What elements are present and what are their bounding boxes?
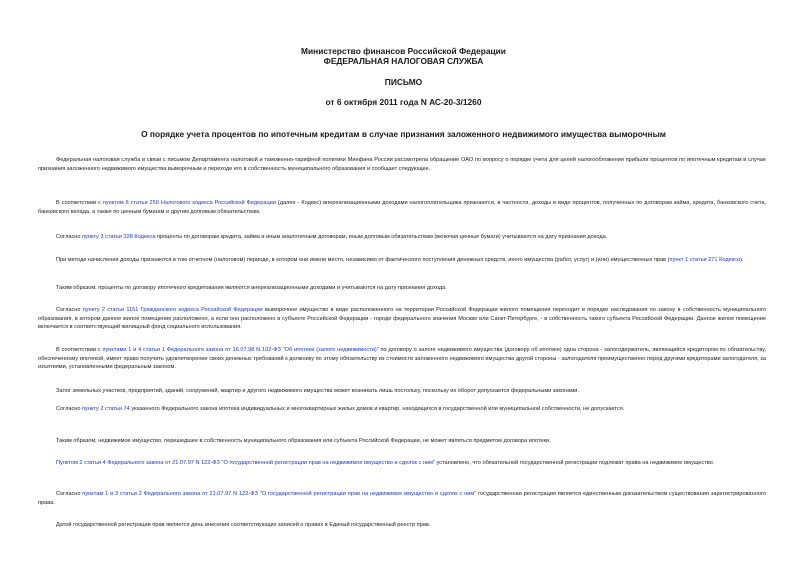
paragraph-3: Согласно пункту 3 статьи 328 Кодекса проценты по договорам кредита, займа и иным аналогичным договорам, иным долговым обязательствам (включая ценные бумаги) учитываются на дату признания дохода.	[56, 234, 608, 240]
document-type: ПИСЬМО	[384, 77, 423, 87]
document-date-number: от 6 октября 2011 года N АС-20-3/1260	[325, 97, 482, 107]
paragraph-6: Согласно пункту 2 статьи 1151 Гражданского кодекса Российской Федерации выморочное имущество в виде расположенного на территории Российской Федерации жилого помещения переходит в порядке наследования по закону в собственность муниципального образования, в котором данное жилое помещение расположено, а если оно расположено в субъекте Российской Федерации - городе федерального значения Москве или Санкт-Петербурге, - в собственность такого субъекта Российской Федерации. Данное жилое помещение включается в соответствующий жилищный фонд социального использования.	[38, 307, 766, 331]
link-registration-law-2[interactable]: пунктам 1 и 3 статьи 2 Федерального закона от 21.07.97 N 122-ФЗ "О государственной регистрации прав на недвижимое имущество и сделок с ним"	[82, 491, 477, 497]
link-mortgage-law[interactable]: пунктами 1 и 4 статьи 1 Федерального закона от 16.07.98 N 102-ФЗ "Об ипотеке (залоге недвижимости)"	[102, 347, 379, 353]
paragraph-7: В соответствии с пунктами 1 и 4 статьи 1 Федерального закона от 16.07.98 N 102-ФЗ "Об ипотеке (залоге недвижимости)" по договору о залоге недвижимого имущества (договору об ипотеке) одна сторона - залогодержатель, являющийся кредитором по обязательству, обеспеченному ипотекой, имеет право получить удовлетворение своих денежных требований к должнику по этому обязательству из стоимости заложенного недвижимого имущества другой стороны - залогодателя преимущественно перед другими кредиторами залогодателя, за изъятиями, установленными федеральным законом.	[38, 347, 767, 371]
document-title: О порядке учета процентов по ипотечным кредитам в случае признания заложенного недвижимого имущества выморочным	[141, 129, 666, 139]
paragraph-1: Федеральная налоговая служба в связи с письмом Департамента налоговой и таможенно-тарифной политики Минфина России рассмотрела обращение ОАО по вопросу о порядке учета для целей налогообложения прибыли процентов по ипотечным кредитам в случае признания заложенного недвижимого имущества выморочным и переходе его в собственность муниципального образования и сообщает следующее.	[38, 157, 766, 172]
paragraph-12: Согласно пунктам 1 и 3 статьи 2 Федерального закона от 21.07.97 N 122-ФЗ "О государственной регистрации прав на недвижимое имущество и сделок с ним" государственная регистрация является единственным доказательством существования зарегистрированного права.	[38, 491, 766, 506]
link-tax-code-271[interactable]: пункт 1 статьи 271 Кодекса	[669, 257, 741, 263]
link-mortgage-law-74[interactable]: пункту 2 статьи 74	[82, 406, 130, 412]
paragraph-9: Согласно пункту 2 статьи 74 указанного Федерального закона ипотека индивидуальных и многоквартирных жилых домов и квартир, находящихся в государственной или муниципальной собственности, не допускается.	[56, 406, 625, 412]
link-tax-code-250[interactable]: пунктом 6 статьи 250 Налогового кодекса Российской Федерации	[102, 200, 276, 206]
link-tax-code-328[interactable]: пункту 3 статьи 328 Кодекса	[82, 234, 156, 240]
link-civil-code-1151[interactable]: пункту 2 статьи 1151 Гражданского кодекса Российской Федерации	[82, 307, 263, 313]
paragraph-10: Таким образом, недвижимое имущество, перешедшее в собственность муниципального образования или субъекта Российской Федерации, не может являться предметом договора ипотеки.	[56, 438, 551, 444]
paragraph-4: При методе начисления доходы признаются в том отчетном (налоговом) периоде, в котором они имели место, независимо от фактического поступления денежных средств, иного имущества (работ, услуг) и (или) имущественных прав (пункт 1 статьи 271 Кодекса).	[56, 257, 744, 263]
link-registration-law-4[interactable]: Пунктом 2 статьи 4 Федерального закона от 21.07.97 N 122-ФЗ "О государственной регистрации прав на недвижимое имущество и сделок с ним"	[56, 460, 435, 466]
service-name: ФЕДЕРАЛЬНАЯ НАЛОГОВАЯ СЛУЖБА	[323, 56, 484, 66]
paragraph-13: Датой государственной регистрации прав является день внесения соответствующих записей о правах в Единый государственный реестр прав.	[56, 522, 431, 528]
paragraph-11: Пунктом 2 статьи 4 Федерального закона от 21.07.97 N 122-ФЗ "О государственной регистрации прав на недвижимое имущество и сделок с ним" установлено, что обязательной государственной регистрации подлежат права на недвижимое имущество.	[56, 460, 715, 466]
paragraph-8: Залог земельных участков, предприятий, зданий, сооружений, квартир и другого недвижимого имущества может возникать лишь постольку, поскольку их оборот допускается федеральными законами.	[56, 388, 579, 394]
paragraph-2: В соответствии с пунктом 6 статьи 250 Налогового кодекса Российской Федерации (далее - Кодекс) внереализационными доходами налогоплательщика признаются, в частности, доходы в виде процентов, полученных по договорам займа, кредита, банковского счета, банковского вклада, а также по ценным бумагам и другим долговым обязательствам.	[38, 200, 766, 215]
ministry-name: Министерство финансов Российской Федерации	[301, 46, 506, 56]
paragraph-5: Таким образом, проценты по договору ипотечного кредитования являются внереализационными доходами и учитываются на дату признания дохода.	[56, 285, 447, 291]
